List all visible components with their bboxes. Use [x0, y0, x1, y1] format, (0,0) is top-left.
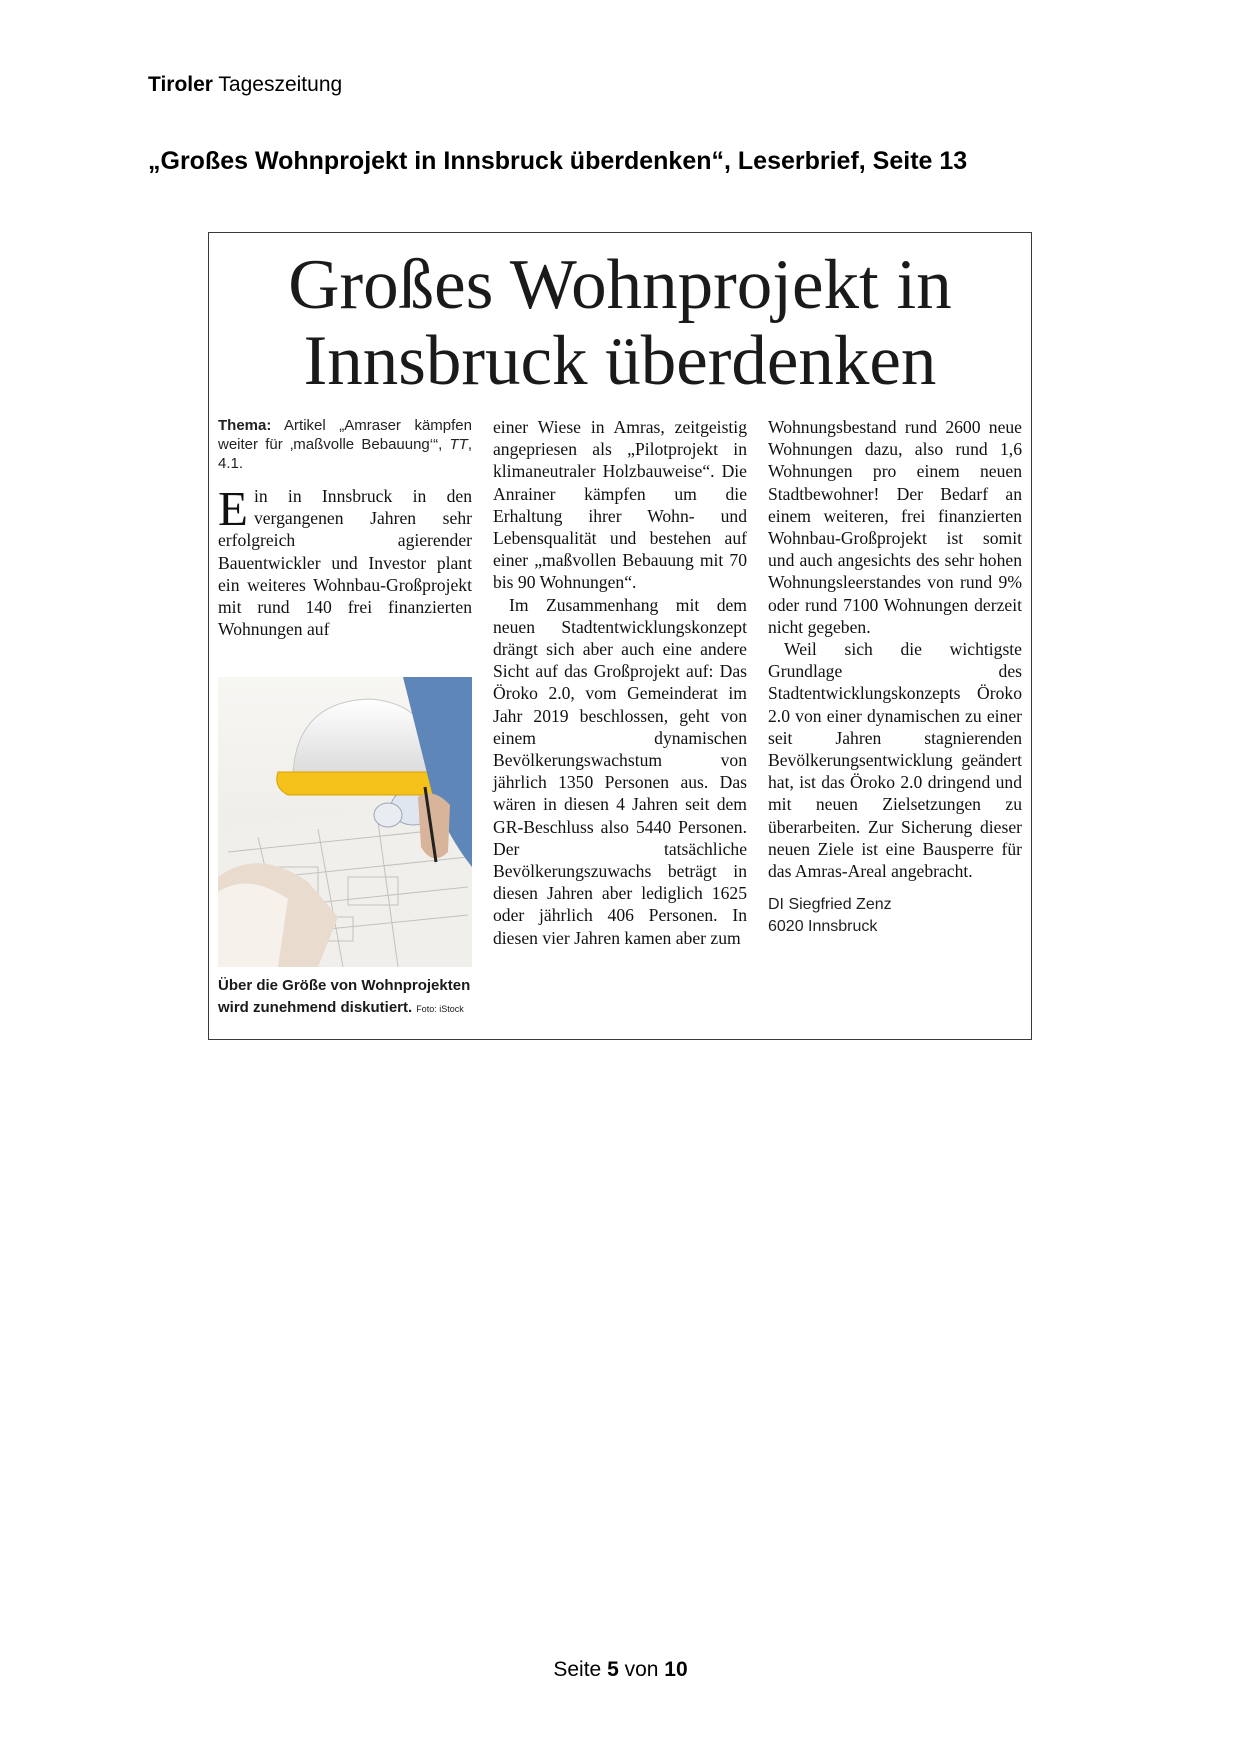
- article-column-3: [768, 416, 1022, 938]
- topic-text: Artikel „Amraser kämpfen weiter für ‚maßvolle Bebauung‘“,: [218, 417, 472, 453]
- article-column-1: [218, 416, 472, 640]
- photo-credit: Foto: iStock: [416, 1004, 464, 1014]
- construction-plans-photo: [218, 677, 472, 967]
- article-column-2: [493, 416, 747, 949]
- article-paragraph-2: Im Zusammenhang mit dem neuen Stadtentwicklungskonzept drängt sich aber auch eine andere Sicht auf das Großprojekt auf: Das Öroko 2.0, vom Gemeinderat im Jahr 2019 beschlossen, geht von einem dynamischen Bevölkerungswachstum von jährlich 1350 Personen aus. Das wären in diesen 4 Jahren seit dem GR-Beschluss also 5440 Personen. Der tatsächliche Bevölkerungszuwachs beträgt in diesen Jahren aber lediglich 1625 oder jährlich 406 Personen. In diesen vier Jahren kamen aber zum: [493, 594, 747, 948]
- publication-name-bold: Tiroler: [148, 73, 213, 96]
- author-name: DI Siegfried Zenz: [768, 896, 892, 914]
- current-page: 5: [607, 1658, 619, 1681]
- topic-reference: [218, 416, 472, 473]
- clipping-headline: [209, 247, 1031, 399]
- total-pages: 10: [664, 1658, 688, 1681]
- page-prefix: Seite: [553, 1658, 608, 1681]
- article-paragraph-1-continued: einer Wiese in Amras, zeitgeistig angepriesen als „Pilotprojekt in klimaneutraler Holzbauweise“. Die Anrainer kämpfen um die Erhaltung ihrer Wohn- und Lebensqualität und bestehen auf einer „maßvollen Bebauung mit 70 bis 90 Wohnungen“.: [493, 417, 747, 593]
- newspaper-clipping: [208, 232, 1032, 1040]
- article-paragraph-1-start: [218, 481, 472, 640]
- caption-text: Über die Größe von Wohnprojekten wird zunehmend diskutiert.: [218, 977, 471, 1016]
- topic-label: Thema:: [218, 417, 272, 434]
- photo-caption: [218, 975, 472, 1020]
- topic-source: TT: [449, 436, 468, 453]
- clipping-headline-line2: Innsbruck überdenken: [303, 322, 937, 400]
- letter-signature: [768, 894, 1022, 938]
- author-location: 6020 Innsbruck: [768, 918, 878, 936]
- drop-cap: E: [218, 481, 248, 536]
- publication-name: [148, 73, 342, 97]
- publication-name-rest: Tageszeitung: [212, 73, 343, 96]
- article-paragraph-3: Weil sich die wichtigste Grundlage des Stadtentwicklungskonzepts Öroko 2.0 von einer dynamischen zu einer seit Jahren stagnierenden Bevölkerungsentwicklung geändert hat, ist das Öroko 2.0 dringend und mit neuen Zielsetzungen zu überarbeiten. Zur Sicherung dieser neuen Ziele ist eine Bausperre für das Amras-Areal angebracht.: [768, 639, 1022, 882]
- page-number: [0, 1658, 1241, 1682]
- paragraph-text: in in Innsbruck in den vergangenen Jahren sehr erfolgreich agierender Bauentwickler und Investor plant ein weiteres Wohnbau-Großprojekt mit rund 140 frei finanzierten Wohnungen auf: [218, 486, 472, 640]
- clipping-headline-line1: Großes Wohnprojekt in: [288, 246, 952, 324]
- document-title: „Großes Wohnprojekt in Innsbruck überdenken“, Leserbrief, Seite 13: [148, 147, 968, 175]
- page-middle: von: [618, 1658, 665, 1681]
- topic-date: , 4.1.: [218, 436, 472, 472]
- photo-illustration: [218, 677, 472, 967]
- article-paragraph-2-continued: Wohnungsbestand rund 2600 neue Wohnungen dazu, also rund 1,6 Wohnungen pro einem neuen Stadtbewohner! Der Bedarf an einem weiteren, frei finanzierten Wohnbau-Großprojekt ist somit und auch angesichts des sehr hohen Wohnungsleerstandes von rund 9% oder rund 7100 Wohnungen derzeit nicht gegeben.: [768, 417, 1022, 637]
